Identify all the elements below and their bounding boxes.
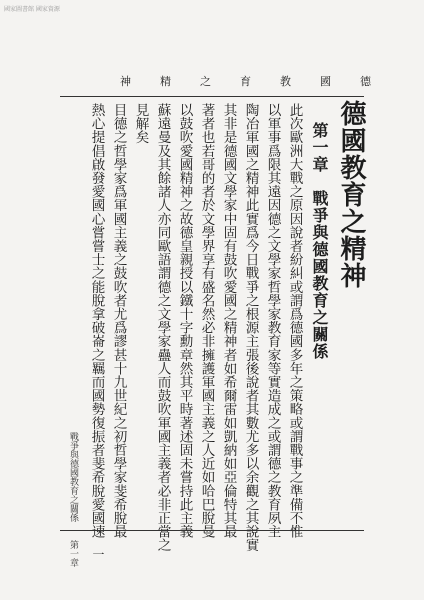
body-column: 蘇遠曼及其餘諸人亦同歐語謂德之文學家蠱人而鼓吹軍國主義者必非正當之 bbox=[154, 103, 171, 552]
running-header bbox=[120, 73, 372, 89]
header-char: 精 bbox=[160, 75, 172, 88]
body-column: 其非是德國文學家中固有鼓吹愛國之精神者如希爾雷如凱納如亞倫特其最 bbox=[220, 103, 237, 539]
body-column: 目德之哲學家爲軍國主義之鼓吹者尤爲謬甚十九世紀之初哲學家斐希脫最 bbox=[110, 103, 127, 539]
header-rule bbox=[60, 96, 364, 97]
header-char: 之 bbox=[200, 75, 212, 88]
body-column: 此次歐洲大戰之原因說者紛糾或謂爲德國多年之策略或謂戰事之準備不惟 bbox=[286, 103, 303, 539]
body-column: 以軍事爲限其遠因德之文學家哲學家教育家等實造成之或謂德之教育夙主 bbox=[264, 103, 281, 539]
page-number: 一 bbox=[91, 548, 105, 560]
header-char: 德 bbox=[360, 75, 372, 88]
footer-rule bbox=[60, 530, 364, 531]
header-char: 神 bbox=[120, 75, 132, 88]
header-char: 育 bbox=[240, 75, 252, 88]
body-column: 熱心提倡啟發愛國心嘗嘗士之能脫拿破崙之羈而國勢復振者斐希脫愛國速 bbox=[88, 103, 105, 539]
header-char: 教 bbox=[280, 75, 292, 88]
body-column: 見解矣 bbox=[132, 103, 149, 144]
body-column: 著者也若哥的者於文學界享有盛名然必非擁護軍國主義之人近如哈巴脫曼 bbox=[198, 103, 215, 539]
body-column: 以鼓吹愛國精神之故德皇親授以鐵十字勳章然其平時著述固未嘗持此主義 bbox=[176, 103, 193, 539]
chapter-heading: 第一章 戰爭與德國教育之關係 bbox=[310, 122, 329, 360]
footer-chapter-label: 第一章 bbox=[68, 540, 78, 567]
book-title: 德國教育之精神 bbox=[336, 100, 366, 289]
header-char: 國 bbox=[320, 75, 332, 88]
body-column: 陶冶軍國之精神此實爲今日戰爭之根源主張後說者其數尤多以余觀之其說實 bbox=[242, 103, 259, 552]
footer-chapter-title: 戰爭與德國教育之關係 bbox=[68, 432, 78, 522]
watermark: 國家圖書館 國家資源 bbox=[4, 6, 60, 13]
